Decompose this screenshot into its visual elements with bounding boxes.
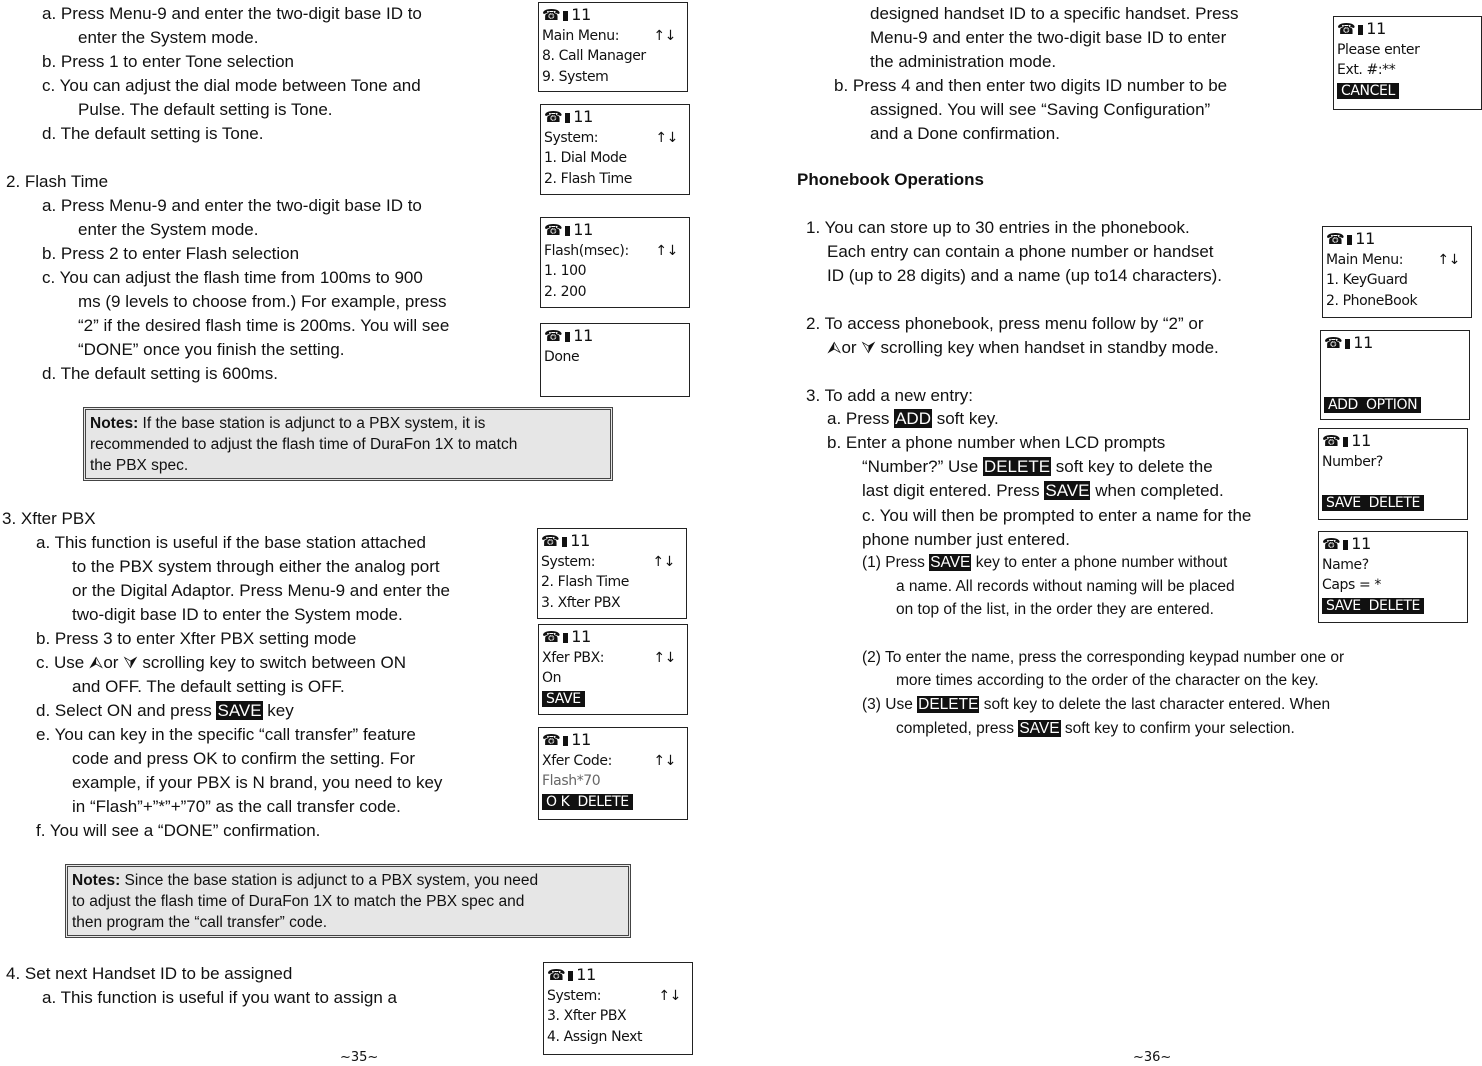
right-text-line-press-add-key-highlight: ADD [895, 409, 931, 428]
lcd-screen [543, 962, 693, 1055]
softkey-label: ADD [1324, 397, 1362, 413]
lcd-status-row [544, 107, 686, 128]
lcd-text-row [541, 572, 683, 593]
lcd-text-row [542, 648, 684, 669]
substep-line: on top of the list, in the order they are entered. [896, 601, 1214, 618]
lcd-text-row [542, 771, 684, 792]
lcd-text-row [544, 347, 686, 368]
page-number-right: ~36~ [1133, 1050, 1172, 1065]
lcd-text-row [1322, 452, 1464, 473]
left-text-line: and OFF. The default setting is OFF. [72, 677, 345, 696]
right-text-line: designed handset ID to a specific handset. Press [870, 4, 1239, 23]
right-text-line: Menu-9 and enter the two-digit base ID to enter [870, 28, 1227, 47]
battery-icon [565, 332, 570, 342]
notes-box-flash-line [90, 455, 606, 476]
left-text-line: code and press OK to confirm the setting. For [72, 749, 415, 768]
lcd-text-row [1322, 472, 1464, 493]
right-text-line: 1. You can store up to 30 entries in the phonebook. [806, 218, 1190, 237]
lcd-text: Ext. #:** [1337, 62, 1396, 78]
softkey-label: DELETE [1365, 598, 1424, 614]
lcd-handset-number: 11 [576, 965, 596, 984]
left-text-line: d. The default setting is Tone. [42, 124, 264, 143]
right-text-line: the administration mode. [870, 52, 1057, 71]
lcd-status-row [1322, 431, 1464, 452]
substep-line: a name. All records without naming will be placed [896, 578, 1235, 595]
substep-line-save-key-highlight: SAVE [930, 554, 971, 571]
battery-icon [563, 11, 568, 21]
right-text-line-delete-text: “Number?” Use [862, 457, 983, 476]
left-text-line: b. Press 2 to enter Flash selection [42, 244, 300, 263]
battery-icon [562, 537, 567, 547]
up-down-arrows-icon: ↑↓ [658, 987, 681, 1004]
notes-box-xfer-text: to adjust the flash time of DuraFon 1X to match the PBX spec and [72, 893, 525, 910]
lcd-text-row [1324, 354, 1466, 375]
left-text-line: c. You can adjust the dial mode between Tone and [42, 76, 421, 95]
section-heading-phonebook: Phonebook Operations [797, 170, 985, 189]
lcd-text-row [542, 751, 684, 772]
substep-line-delete [862, 693, 1330, 716]
notes-box-flash-text: recommended to adjust the flash time of DuraFon 1X to match [90, 436, 518, 453]
left-text-line: 4. Set next Handset ID to be assigned [6, 964, 293, 983]
right-text-line-save [862, 479, 1224, 503]
left-text-line: b. Press 1 to enter Tone selection [42, 52, 295, 71]
lcd-text: Flash*70 [542, 773, 601, 789]
lcd-handset-number: 11 [1353, 333, 1373, 352]
lcd-text-row [544, 169, 686, 190]
lcd-text-row [544, 282, 686, 303]
right-text-line: c. You will then be prompted to enter a name for the [862, 506, 1252, 525]
battery-icon [565, 226, 570, 236]
lcd-softkey-row [542, 689, 684, 710]
lcd-status-row [542, 5, 684, 26]
phone-icon: ☎ [542, 731, 561, 750]
lcd-text: System: [541, 553, 596, 570]
lcd-text-row [547, 986, 689, 1007]
lcd-text-row [542, 668, 684, 689]
lcd-screen [1333, 16, 1482, 110]
lcd-text: 2. PhoneBook [1326, 292, 1418, 309]
phone-icon: ☎ [1337, 20, 1356, 39]
lcd-text: 1. Dial Mode [544, 150, 627, 166]
up-down-arrows-icon: ↑↓ [1437, 251, 1460, 268]
softkey-label: DELETE [573, 794, 632, 810]
lcd-text-row [544, 128, 686, 149]
lcd-status-row [544, 326, 686, 347]
battery-icon [568, 971, 573, 981]
lcd-screen [538, 727, 688, 820]
lcd-text: Xfer PBX: [542, 649, 605, 666]
phone-icon: ☎ [1326, 230, 1345, 249]
lcd-status-row [544, 220, 686, 241]
lcd-screen [1320, 330, 1470, 420]
right-text-line-delete-text-end: soft key to delete the [1051, 457, 1213, 476]
page-number-left: ~35~ [340, 1050, 379, 1065]
left-text-line: or the Digital Adaptor. Press Menu-9 and enter the [72, 581, 451, 600]
lcd-text-row [542, 67, 684, 88]
left-text-line: e. You can key in the specific “call transfer” feature [36, 725, 416, 744]
lcd-text: Name? [1322, 556, 1369, 573]
left-text-line: f. You will see a “DONE” confirmation. [36, 821, 321, 840]
substep-line-save-text-end: key to enter a phone number without [971, 554, 1228, 571]
notes-box-xfer-label: Notes: [72, 872, 121, 889]
right-text-line-press-add-text: a. Press [827, 409, 895, 428]
phone-icon: ☎ [547, 966, 566, 985]
phone-icon: ☎ [544, 221, 563, 240]
right-text-line: assigned. You will see “Saving Configuration” [870, 100, 1211, 119]
right-text-line: phone number just entered. [862, 530, 1070, 549]
lcd-handset-number: 11 [570, 531, 590, 550]
lcd-text: 2. 200 [544, 283, 587, 300]
lcd-status-row [547, 965, 689, 986]
lcd-text: Xfer Code: [542, 752, 612, 769]
left-text-line: enter the System mode. [78, 28, 259, 47]
battery-icon [1343, 437, 1348, 447]
left-text-line: Pulse. The default setting is Tone. [78, 100, 333, 119]
lcd-text: 3. Xfter PBX [547, 1008, 627, 1024]
lcd-handset-number: 11 [573, 107, 593, 126]
lcd-text-row [547, 1006, 689, 1027]
left-text-line-select-save-text-end: key [262, 701, 294, 720]
lcd-text-row [547, 1027, 689, 1048]
right-text-line-press-add-text-end: soft key. [932, 409, 999, 428]
lcd-softkey-row [1337, 81, 1478, 102]
softkey-label: CANCEL [1337, 83, 1399, 99]
lcd-text: Flash(msec): [544, 242, 629, 259]
up-down-arrows-icon: ↑↓ [652, 553, 675, 570]
lcd-text: Done [544, 348, 580, 365]
notes-box-xfer [65, 864, 631, 938]
lcd-text: Main Menu: [542, 27, 620, 44]
lcd-text: Please enter [1337, 41, 1420, 58]
substep-line-save-text: (1) Press [862, 554, 930, 571]
left-text-line: 2. Flash Time [6, 172, 109, 191]
substep-line-save-confirm-text-end: soft key to confirm your selection. [1060, 720, 1295, 737]
battery-icon [563, 736, 568, 746]
lcd-softkey-row [542, 792, 684, 813]
lcd-softkey-row [1322, 596, 1464, 617]
lcd-handset-number: 11 [1351, 534, 1371, 553]
phone-icon: ☎ [544, 108, 563, 127]
left-text-line: two-digit base ID to enter the System mode. [72, 605, 403, 624]
notes-box-xfer-text: Since the base station is adjunct to a PBX system, you need [120, 872, 539, 889]
notes-box-xfer-line [72, 891, 624, 912]
battery-icon [565, 113, 570, 123]
lcd-softkey-row [1324, 395, 1466, 416]
left-text-line: b. Press 3 to enter Xfter PBX setting mode [36, 629, 357, 648]
right-text-line: b. Press 4 and then enter two digits ID number to be [834, 76, 1228, 95]
substep-line-save-confirm-text: completed, press [896, 720, 1019, 737]
left-text-line: a. This function is useful if the base station attached [36, 533, 426, 552]
notes-box-flash-text: If the base station is adjunct to a PBX system, it is [138, 415, 486, 432]
lcd-text-row [1322, 575, 1464, 596]
lcd-softkey-row [1322, 493, 1464, 514]
lcd-text: System: [544, 129, 599, 146]
lcd-status-row [542, 730, 684, 751]
up-down-arrows-icon: ↑↓ [655, 129, 678, 146]
lcd-status-row [1322, 534, 1464, 555]
phone-icon: ☎ [542, 628, 561, 647]
lcd-status-row [1324, 333, 1466, 354]
left-text-line-select-save-text: d. Select ON and press [36, 701, 217, 720]
lcd-text-row [542, 26, 684, 47]
substep-line-delete-key-highlight: DELETE [918, 696, 979, 713]
substep-line-delete-text-end: soft key to delete the last character entered. When [979, 696, 1331, 713]
left-text-line: c. You can adjust the flash time from 100ms to 900 [42, 268, 423, 287]
lcd-text: 4. Assign Next [547, 1028, 643, 1045]
lcd-screen [537, 528, 687, 619]
notes-box-xfer-text: then program the “call transfer” code. [72, 914, 328, 931]
lcd-text: Number? [1322, 453, 1383, 470]
lcd-text: 1. KeyGuard [1326, 272, 1408, 288]
lcd-screen [538, 624, 688, 715]
right-text-line: and a Done confirmation. [870, 124, 1060, 143]
battery-icon [1343, 540, 1348, 550]
lcd-screen [1318, 428, 1468, 520]
lcd-text-row [541, 552, 683, 573]
left-text-line: “2” if the desired flash time is 200ms. You will see [78, 316, 450, 335]
lcd-handset-number: 11 [1351, 431, 1371, 450]
left-text-line: example, if your PBX is N brand, you need to key [72, 773, 443, 792]
right-text-line: b. Enter a phone number when LCD prompts [827, 433, 1166, 452]
right-text-line-delete-key-highlight: DELETE [983, 457, 1051, 476]
notes-box-flash-line [90, 434, 606, 455]
lcd-status-row [542, 627, 684, 648]
left-text-line: in “Flash”+”*”+”70” as the call transfer code. [72, 797, 401, 816]
lcd-handset-number: 11 [571, 627, 591, 646]
right-text-line: ⮙or ⮛ scrolling key when handset in standby mode. [827, 338, 1219, 357]
up-down-arrows-icon: ↑↓ [653, 649, 676, 666]
battery-icon [563, 633, 568, 643]
notes-box-xfer-line [72, 912, 624, 933]
lcd-text: System: [547, 987, 602, 1004]
lcd-text: Caps = * [1322, 577, 1381, 593]
softkey-label: O K [542, 794, 573, 810]
lcd-text-row [1322, 555, 1464, 576]
phone-icon: ☎ [1324, 334, 1343, 353]
left-text-line: “DONE” once you finish the setting. [78, 340, 345, 359]
left-text-line-select-save [36, 699, 294, 723]
right-text-line: Each entry can contain a phone number or handset [827, 242, 1214, 261]
lcd-status-row [541, 531, 683, 552]
softkey-label: SAVE [542, 691, 585, 707]
substep-line: more times according to the order of the character on the key. [896, 672, 1319, 689]
notes-box-xfer-line [72, 870, 624, 891]
notes-box-flash-text: the PBX spec. [90, 457, 189, 474]
right-text-line-save-text: last digit entered. Press [862, 481, 1045, 500]
up-down-arrows-icon: ↑↓ [653, 752, 676, 769]
lcd-handset-number: 11 [1355, 229, 1375, 248]
left-text-line: a. Press Menu-9 and enter the two-digit base ID to [42, 196, 422, 215]
left-text-line: a. Press Menu-9 and enter the two-digit base ID to [42, 4, 422, 23]
left-text-line: c. Use ⮙or ⮛ scrolling key to switch between ON [36, 653, 406, 672]
lcd-handset-number: 11 [573, 220, 593, 239]
battery-icon [1345, 339, 1350, 349]
battery-icon [1358, 25, 1363, 35]
right-text-line: 2. To access phonebook, press menu follow by “2” or [806, 314, 1204, 333]
notes-box-flash-line [90, 413, 606, 434]
lcd-screen [538, 2, 688, 92]
lcd-handset-number: 11 [1366, 19, 1386, 38]
lcd-text-row [1337, 40, 1478, 61]
phone-icon: ☎ [544, 327, 563, 346]
left-text-line: a. This function is useful if you want to assign a [42, 988, 397, 1007]
right-text-line-delete [862, 455, 1213, 479]
right-text-line-press-add [827, 407, 999, 431]
right-text-line-save-key-highlight: SAVE [1045, 481, 1090, 500]
lcd-text-row [541, 593, 683, 614]
lcd-screen [540, 323, 690, 397]
notes-box-flash [83, 407, 613, 481]
lcd-screen [1318, 531, 1468, 623]
softkey-label: OPTION [1362, 397, 1421, 413]
phone-icon: ☎ [1322, 535, 1341, 554]
lcd-text: 1. 100 [544, 263, 587, 279]
lcd-text: 3. Xfter PBX [541, 594, 621, 611]
battery-icon [1347, 235, 1352, 245]
lcd-text: 2. Flash Time [544, 170, 633, 187]
lcd-screen [540, 217, 690, 308]
right-text-line-save-text-end: when completed. [1090, 481, 1224, 500]
lcd-handset-number: 11 [573, 326, 593, 345]
softkey-label: DELETE [1365, 495, 1424, 511]
softkey-label: SAVE [1322, 495, 1365, 511]
lcd-handset-number: 11 [571, 730, 591, 749]
phone-icon: ☎ [1322, 432, 1341, 451]
lcd-text: 9. System [542, 68, 609, 85]
lcd-status-row [1326, 229, 1468, 250]
notes-box-flash-label: Notes: [90, 415, 139, 432]
lcd-text-row [544, 241, 686, 262]
up-down-arrows-icon: ↑↓ [653, 27, 676, 44]
lcd-text-row [1337, 60, 1478, 81]
substep-line: (2) To enter the name, press the corresponding keypad number one or [862, 649, 1345, 666]
softkey-label: SAVE [1322, 598, 1365, 614]
lcd-text-row [1326, 291, 1468, 312]
lcd-text-row [544, 148, 686, 169]
lcd-screen [1322, 226, 1472, 318]
left-text-line: 3. Xfter PBX [2, 509, 96, 528]
right-text-line: 3. To add a new entry: [806, 386, 973, 405]
lcd-text-row [542, 46, 684, 67]
phone-icon: ☎ [541, 532, 560, 551]
substep-line-save [862, 551, 1227, 574]
lcd-text: On [542, 670, 562, 686]
lcd-text-row [1326, 250, 1468, 271]
lcd-screen [540, 104, 690, 195]
left-text-line: d. The default setting is 600ms. [42, 364, 278, 383]
left-text-line: ms (9 levels to choose from.) For example, press [78, 292, 447, 311]
phone-icon: ☎ [542, 6, 561, 25]
lcd-text-row [1326, 270, 1468, 291]
substep-line-save-confirm [896, 717, 1295, 740]
left-text-line: to the PBX system through either the analog port [72, 557, 440, 576]
lcd-text: 8. Call Manager [542, 48, 646, 64]
up-down-arrows-icon: ↑↓ [655, 242, 678, 259]
lcd-text: Main Menu: [1326, 251, 1404, 268]
lcd-text-row [1324, 374, 1466, 395]
substep-line-save-confirm-key-highlight: SAVE [1019, 720, 1060, 737]
left-text-line-select-save-key-highlight: SAVE [217, 701, 262, 720]
right-text-line: ID (up to 28 digits) and a name (up to14 characters). [827, 266, 1222, 285]
lcd-handset-number: 11 [571, 5, 591, 24]
lcd-text-row [544, 261, 686, 282]
left-text-line: enter the System mode. [78, 220, 259, 239]
lcd-status-row [1337, 19, 1478, 40]
lcd-text: 2. Flash Time [541, 574, 630, 590]
substep-line-delete-text: (3) Use [862, 696, 918, 713]
